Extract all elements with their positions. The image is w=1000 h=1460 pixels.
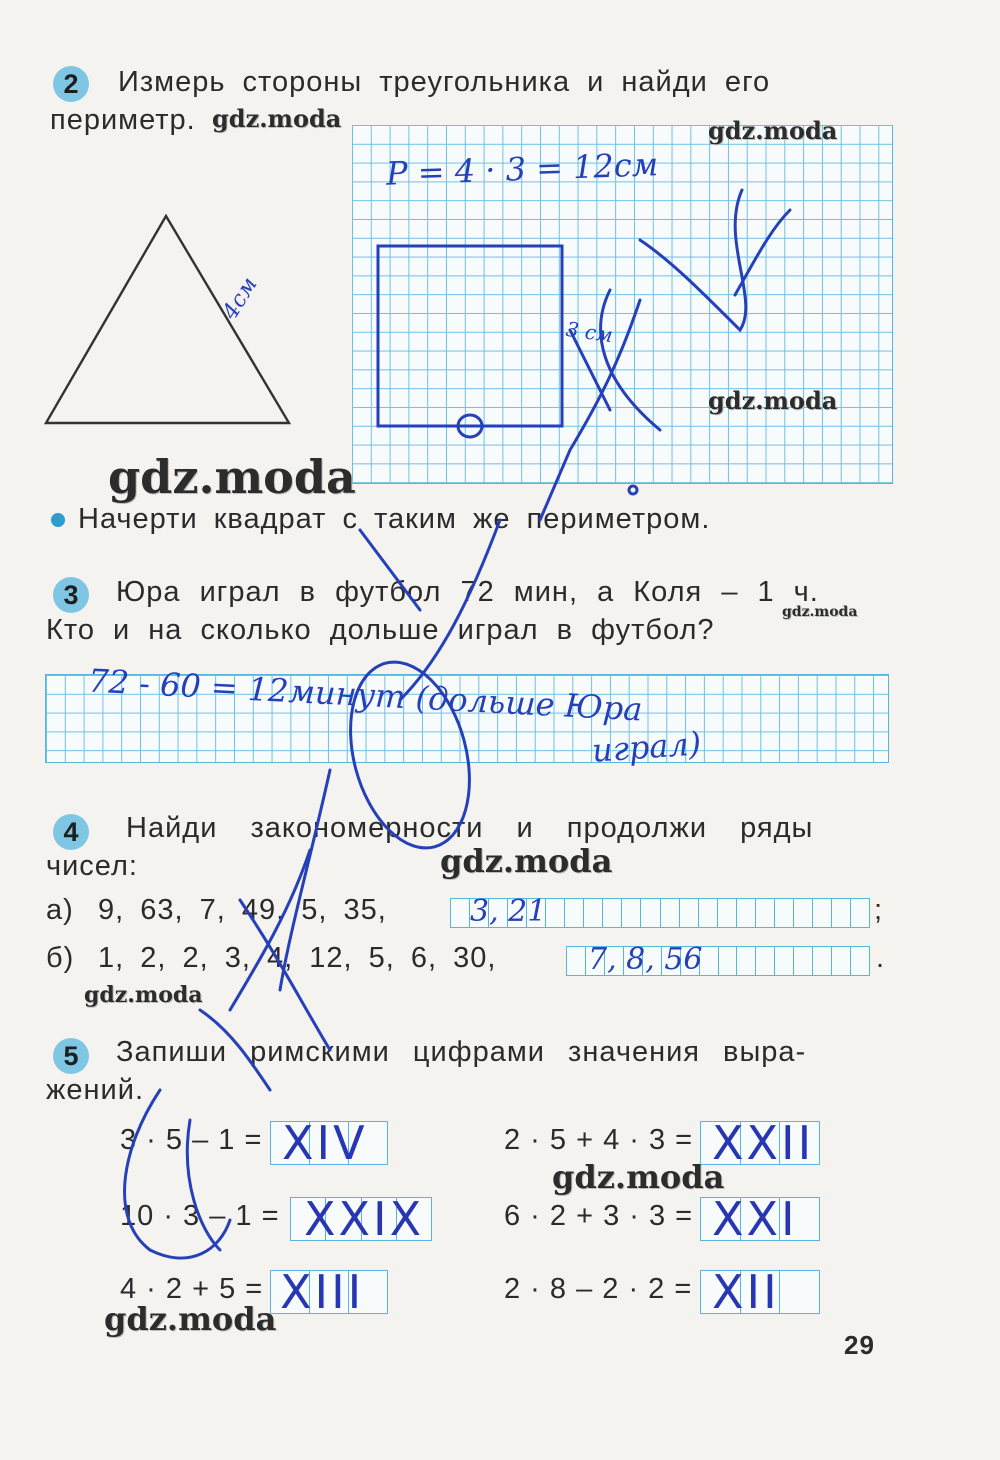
page-number: 29 bbox=[844, 1330, 875, 1360]
watermark: gdz.moda bbox=[782, 604, 858, 620]
task-4-line2: чисел: bbox=[46, 850, 138, 882]
watermark: gdz.moda bbox=[708, 116, 838, 145]
row-b-label: б) bbox=[46, 942, 75, 974]
task-4-number: 4 bbox=[53, 814, 89, 850]
task-2-line1: Измерь стороны треугольника и найди его bbox=[118, 66, 771, 98]
watermark: gdz.moda bbox=[104, 1300, 277, 1338]
task-5-line2: жений. bbox=[46, 1074, 144, 1106]
task-2-line2: периметр. bbox=[50, 104, 196, 136]
watermark: gdz.moda bbox=[212, 104, 342, 133]
row-a-end: ; bbox=[874, 894, 884, 926]
bullet-task: Начерти квадрат с таким же периметром. bbox=[78, 503, 711, 535]
answer-4: XXII bbox=[712, 1116, 815, 1170]
task-3-answer-line1: 72 - 60 = 12минут (дольше Юра bbox=[87, 661, 644, 729]
row-b-end: . bbox=[876, 942, 886, 974]
bullet-icon bbox=[51, 513, 65, 527]
expression-2: 10 · 3 – 1 = bbox=[120, 1200, 280, 1232]
triangle-side-label: 4см bbox=[217, 272, 263, 325]
task-3-line1: Юра играл в футбол 72 мин, а Коля – 1 ч. bbox=[116, 576, 819, 608]
task-3-answer-line2: играл) bbox=[590, 724, 703, 770]
answer-2: XXIX bbox=[304, 1192, 425, 1246]
answer-6: XII bbox=[712, 1265, 780, 1319]
row-a-sequence: 9, 63, 7, 49, 5, 35, bbox=[98, 894, 387, 926]
watermark: gdz.moda bbox=[108, 450, 356, 504]
task-4-line1: Найди закономерности и продолжи ряды bbox=[126, 812, 814, 844]
watermark: gdz.moda bbox=[708, 386, 838, 415]
expression-5: 6 · 2 + 3 · 3 = bbox=[504, 1200, 694, 1232]
row-b-sequence: 1, 2, 2, 3, 4, 12, 5, 6, 30, bbox=[98, 942, 497, 974]
expression-6: 2 · 8 – 2 · 2 = bbox=[504, 1273, 693, 1305]
task-5-line1: Запиши римскими цифрами значения выра- bbox=[116, 1036, 807, 1068]
task-3-line2: Кто и на сколько дольше играл в футбол? bbox=[46, 614, 715, 646]
row-b-answer: 7, 8, 56 bbox=[588, 942, 703, 977]
expression-4: 2 · 5 + 4 · 3 = bbox=[504, 1124, 694, 1156]
square-side-label: 3 см bbox=[564, 316, 615, 348]
task-2-number: 2 bbox=[53, 66, 89, 102]
answer-3: XIII bbox=[280, 1265, 365, 1319]
watermark: gdz.moda bbox=[440, 842, 613, 880]
watermark: gdz.moda bbox=[552, 1158, 725, 1196]
expression-1: 3 · 5 – 1 = bbox=[120, 1124, 263, 1156]
task-5-number: 5 bbox=[53, 1038, 89, 1074]
perimeter-solution: P = 4 · 3 = 12см bbox=[385, 145, 659, 193]
row-a-label: а) bbox=[46, 894, 74, 926]
row-a-answer: 3, 21 bbox=[470, 894, 547, 929]
watermark: gdz.moda bbox=[84, 982, 203, 1008]
task-3-number: 3 bbox=[53, 577, 89, 613]
answer-5: XXI bbox=[712, 1192, 798, 1246]
expression-3: 4 · 2 + 5 = bbox=[120, 1273, 264, 1305]
answer-1: XIV bbox=[282, 1116, 368, 1170]
